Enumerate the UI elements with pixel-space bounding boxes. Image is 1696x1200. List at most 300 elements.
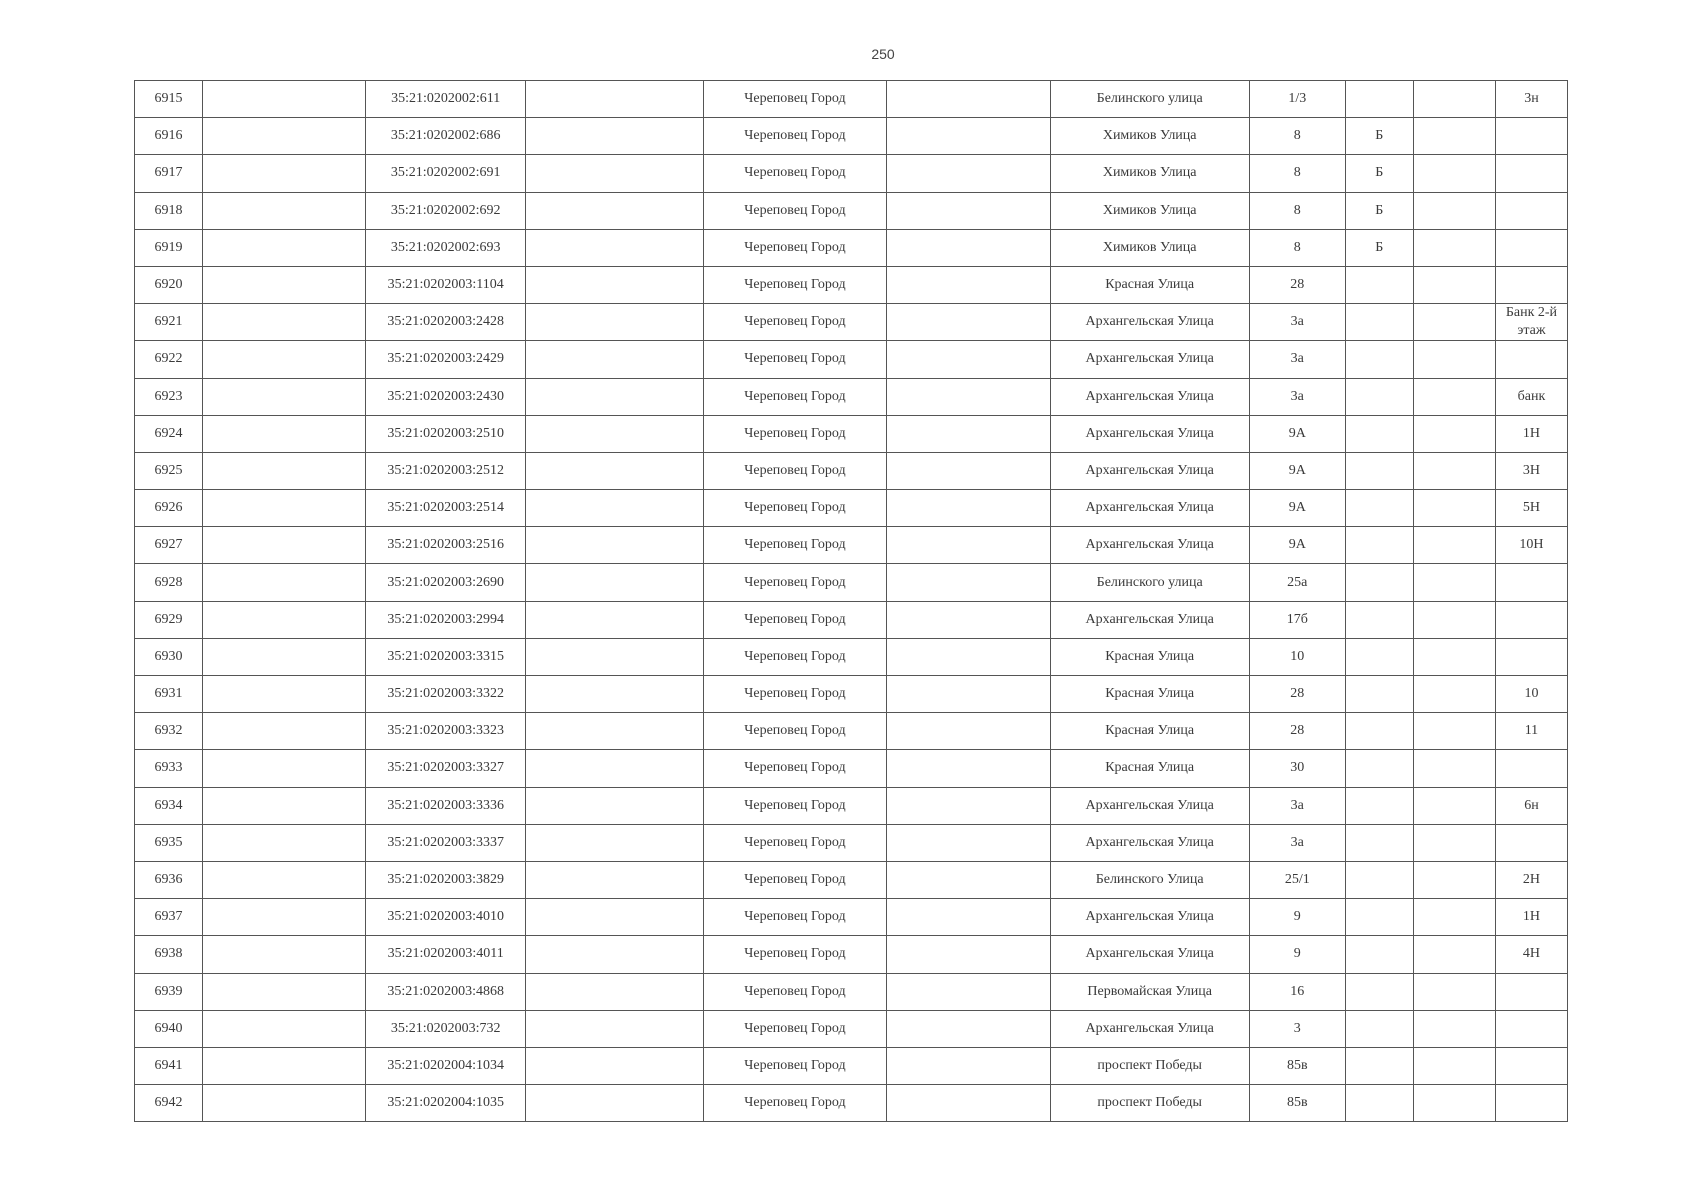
cell-house: 17б xyxy=(1249,601,1345,638)
cell-record-number: 6929 xyxy=(135,601,203,638)
cell-premises xyxy=(1495,341,1567,378)
cell-street: Архангельская Улица xyxy=(1050,341,1249,378)
cell-structure xyxy=(1413,601,1495,638)
cell-city: Череповец Город xyxy=(704,973,886,1010)
cell-house: 9 xyxy=(1249,899,1345,936)
cell-premises: 3Н xyxy=(1495,452,1567,489)
cell-house: 8 xyxy=(1249,229,1345,266)
cell-empty xyxy=(526,341,704,378)
cell-empty xyxy=(526,750,704,787)
cell-empty xyxy=(886,750,1050,787)
cell-street: проспект Победы xyxy=(1050,1085,1249,1122)
cell-empty xyxy=(203,861,366,898)
cell-empty xyxy=(526,378,704,415)
cell-empty xyxy=(203,787,366,824)
cell-city: Череповец Город xyxy=(704,304,886,341)
cell-house: 25а xyxy=(1249,564,1345,601)
cell-building xyxy=(1345,1085,1413,1122)
cell-cadastral-number: 35:21:0202003:2430 xyxy=(366,378,526,415)
cell-empty xyxy=(886,936,1050,973)
cell-building: Б xyxy=(1345,192,1413,229)
table-row xyxy=(135,713,1568,750)
cell-city: Череповец Город xyxy=(704,713,886,750)
cell-city: Череповец Город xyxy=(704,378,886,415)
table-row xyxy=(135,750,1568,787)
cell-empty xyxy=(886,824,1050,861)
cell-empty xyxy=(526,415,704,452)
cell-empty xyxy=(526,861,704,898)
cell-cadastral-number: 35:21:0202003:4010 xyxy=(366,899,526,936)
cell-cadastral-number: 35:21:0202004:1034 xyxy=(366,1047,526,1084)
cell-city: Череповец Город xyxy=(704,564,886,601)
cell-street: Химиков Улица xyxy=(1050,155,1249,192)
table-row xyxy=(135,564,1568,601)
table-row xyxy=(135,229,1568,266)
cell-record-number: 6933 xyxy=(135,750,203,787)
cell-record-number: 6916 xyxy=(135,118,203,155)
cell-structure xyxy=(1413,1085,1495,1122)
cell-premises: 1Н xyxy=(1495,899,1567,936)
cell-street: Архангельская Улица xyxy=(1050,1010,1249,1047)
cell-city: Череповец Город xyxy=(704,415,886,452)
cell-cadastral-number: 35:21:0202003:3336 xyxy=(366,787,526,824)
cell-empty xyxy=(526,490,704,527)
cell-structure xyxy=(1413,936,1495,973)
cell-house: 3а xyxy=(1249,824,1345,861)
cell-empty xyxy=(526,192,704,229)
cell-building: Б xyxy=(1345,155,1413,192)
cell-building xyxy=(1345,266,1413,303)
cell-street: Химиков Улица xyxy=(1050,118,1249,155)
cell-building xyxy=(1345,601,1413,638)
table-row xyxy=(135,1010,1568,1047)
cell-record-number: 6923 xyxy=(135,378,203,415)
cell-street: проспект Победы xyxy=(1050,1047,1249,1084)
cell-house: 28 xyxy=(1249,713,1345,750)
cell-empty xyxy=(203,824,366,861)
cell-building xyxy=(1345,527,1413,564)
cell-empty xyxy=(886,1047,1050,1084)
cell-empty xyxy=(526,973,704,1010)
cell-street: Химиков Улица xyxy=(1050,192,1249,229)
cell-city: Череповец Город xyxy=(704,750,886,787)
cell-premises xyxy=(1495,638,1567,675)
table-row xyxy=(135,304,1568,341)
cell-premises: 1Н xyxy=(1495,415,1567,452)
cell-street: Красная Улица xyxy=(1050,266,1249,303)
cell-house: 28 xyxy=(1249,676,1345,713)
cell-street: Красная Улица xyxy=(1050,750,1249,787)
cell-building xyxy=(1345,452,1413,489)
cell-city: Череповец Город xyxy=(704,266,886,303)
cell-premises xyxy=(1495,1010,1567,1047)
cell-house: 28 xyxy=(1249,266,1345,303)
cell-structure xyxy=(1413,564,1495,601)
cell-empty xyxy=(886,676,1050,713)
cell-street: Архангельская Улица xyxy=(1050,601,1249,638)
cell-cadastral-number: 35:21:0202003:2514 xyxy=(366,490,526,527)
cell-empty xyxy=(526,1047,704,1084)
cell-empty xyxy=(203,676,366,713)
cell-structure xyxy=(1413,341,1495,378)
cell-record-number: 6937 xyxy=(135,899,203,936)
cell-building xyxy=(1345,490,1413,527)
cell-premises xyxy=(1495,564,1567,601)
cell-cadastral-number: 35:21:0202003:4868 xyxy=(366,973,526,1010)
cell-cadastral-number: 35:21:0202003:3315 xyxy=(366,638,526,675)
registry-table xyxy=(134,80,1568,1122)
table-row xyxy=(135,861,1568,898)
cell-record-number: 6920 xyxy=(135,266,203,303)
table-row xyxy=(135,266,1568,303)
cell-structure xyxy=(1413,861,1495,898)
cell-house: 85в xyxy=(1249,1085,1345,1122)
cell-premises xyxy=(1495,973,1567,1010)
cell-city: Череповец Город xyxy=(704,638,886,675)
cell-house: 3а xyxy=(1249,378,1345,415)
cell-city: Череповец Город xyxy=(704,787,886,824)
table-row xyxy=(135,118,1568,155)
cell-street: Архангельская Улица xyxy=(1050,415,1249,452)
cell-cadastral-number: 35:21:0202002:693 xyxy=(366,229,526,266)
cell-record-number: 6928 xyxy=(135,564,203,601)
cell-empty xyxy=(526,676,704,713)
cell-empty xyxy=(526,229,704,266)
cell-empty xyxy=(886,601,1050,638)
cell-cadastral-number: 35:21:0202003:3323 xyxy=(366,713,526,750)
cell-empty xyxy=(203,1047,366,1084)
cell-premises xyxy=(1495,266,1567,303)
cell-premises xyxy=(1495,229,1567,266)
cell-street: Архангельская Улица xyxy=(1050,378,1249,415)
cell-structure xyxy=(1413,750,1495,787)
cell-empty xyxy=(203,155,366,192)
cell-street: Архангельская Улица xyxy=(1050,787,1249,824)
table-row xyxy=(135,341,1568,378)
cell-city: Череповец Город xyxy=(704,155,886,192)
cell-building xyxy=(1345,750,1413,787)
cell-structure xyxy=(1413,973,1495,1010)
cell-cadastral-number: 35:21:0202003:3829 xyxy=(366,861,526,898)
cell-structure xyxy=(1413,192,1495,229)
cell-street: Архангельская Улица xyxy=(1050,527,1249,564)
cell-cadastral-number: 35:21:0202002:611 xyxy=(366,81,526,118)
cell-city: Череповец Город xyxy=(704,118,886,155)
table-row xyxy=(135,638,1568,675)
cell-house: 30 xyxy=(1249,750,1345,787)
cell-building: Б xyxy=(1345,229,1413,266)
cell-empty xyxy=(886,304,1050,341)
cell-empty xyxy=(886,81,1050,118)
cell-record-number: 6918 xyxy=(135,192,203,229)
cell-street: Архангельская Улица xyxy=(1050,824,1249,861)
cell-city: Череповец Город xyxy=(704,824,886,861)
cell-empty xyxy=(526,564,704,601)
cell-premises: 3н xyxy=(1495,81,1567,118)
cell-house: 9 xyxy=(1249,936,1345,973)
cell-empty xyxy=(886,118,1050,155)
cell-empty xyxy=(526,936,704,973)
cell-building xyxy=(1345,81,1413,118)
cell-building xyxy=(1345,787,1413,824)
cell-house: 85в xyxy=(1249,1047,1345,1084)
cell-structure xyxy=(1413,899,1495,936)
cell-empty xyxy=(203,304,366,341)
cell-premises: 10Н xyxy=(1495,527,1567,564)
cell-cadastral-number: 35:21:0202003:732 xyxy=(366,1010,526,1047)
cell-street: Красная Улица xyxy=(1050,676,1249,713)
cell-premises: 11 xyxy=(1495,713,1567,750)
cell-cadastral-number: 35:21:0202003:2512 xyxy=(366,452,526,489)
cell-house: 1/3 xyxy=(1249,81,1345,118)
cell-street: Красная Улица xyxy=(1050,638,1249,675)
cell-city: Череповец Город xyxy=(704,452,886,489)
cell-empty xyxy=(203,1010,366,1047)
cell-cadastral-number: 35:21:0202003:2428 xyxy=(366,304,526,341)
cell-empty xyxy=(203,192,366,229)
cell-cadastral-number: 35:21:0202003:2690 xyxy=(366,564,526,601)
cell-house: 3а xyxy=(1249,304,1345,341)
cell-city: Череповец Город xyxy=(704,229,886,266)
cell-house: 9А xyxy=(1249,415,1345,452)
cell-premises: 5Н xyxy=(1495,490,1567,527)
cell-empty xyxy=(203,899,366,936)
table-row xyxy=(135,824,1568,861)
cell-premises xyxy=(1495,192,1567,229)
cell-record-number: 6938 xyxy=(135,936,203,973)
cell-house: 16 xyxy=(1249,973,1345,1010)
cell-structure xyxy=(1413,490,1495,527)
cell-structure xyxy=(1413,824,1495,861)
cell-empty xyxy=(886,973,1050,1010)
cell-empty xyxy=(203,713,366,750)
cell-empty xyxy=(526,1010,704,1047)
cell-street: Химиков Улица xyxy=(1050,229,1249,266)
cell-street: Архангельская Улица xyxy=(1050,936,1249,973)
cell-structure xyxy=(1413,155,1495,192)
cell-structure xyxy=(1413,304,1495,341)
cell-structure xyxy=(1413,266,1495,303)
cell-premises xyxy=(1495,1085,1567,1122)
cell-city: Череповец Город xyxy=(704,341,886,378)
cell-house: 9А xyxy=(1249,490,1345,527)
cell-premises xyxy=(1495,750,1567,787)
cell-street: Белинского улица xyxy=(1050,81,1249,118)
cell-empty xyxy=(203,973,366,1010)
cell-empty xyxy=(203,266,366,303)
cell-premises: 4Н xyxy=(1495,936,1567,973)
cell-building xyxy=(1345,1010,1413,1047)
cell-building xyxy=(1345,415,1413,452)
cell-premises: 2Н xyxy=(1495,861,1567,898)
cell-building xyxy=(1345,676,1413,713)
cell-street: Архангельская Улица xyxy=(1050,899,1249,936)
table-row xyxy=(135,452,1568,489)
cell-empty xyxy=(886,713,1050,750)
cell-empty xyxy=(886,266,1050,303)
cell-record-number: 6931 xyxy=(135,676,203,713)
cell-premises xyxy=(1495,824,1567,861)
cell-street: Архангельская Улица xyxy=(1050,304,1249,341)
cell-record-number: 6921 xyxy=(135,304,203,341)
cell-house: 3а xyxy=(1249,787,1345,824)
cell-empty xyxy=(203,750,366,787)
cell-empty xyxy=(526,1085,704,1122)
cell-house: 9А xyxy=(1249,452,1345,489)
cell-empty xyxy=(203,452,366,489)
cell-record-number: 6919 xyxy=(135,229,203,266)
table-row xyxy=(135,1047,1568,1084)
cell-house: 9А xyxy=(1249,527,1345,564)
cell-city: Череповец Город xyxy=(704,81,886,118)
cell-building xyxy=(1345,1047,1413,1084)
cell-structure xyxy=(1413,378,1495,415)
cell-record-number: 6915 xyxy=(135,81,203,118)
cell-record-number: 6917 xyxy=(135,155,203,192)
cell-empty xyxy=(526,638,704,675)
cell-empty xyxy=(526,266,704,303)
cell-building xyxy=(1345,936,1413,973)
cell-empty xyxy=(203,527,366,564)
cell-cadastral-number: 35:21:0202002:686 xyxy=(366,118,526,155)
cell-empty xyxy=(886,229,1050,266)
cell-city: Череповец Город xyxy=(704,601,886,638)
cell-cadastral-number: 35:21:0202002:692 xyxy=(366,192,526,229)
cell-building xyxy=(1345,861,1413,898)
cell-building xyxy=(1345,638,1413,675)
cell-cadastral-number: 35:21:0202002:691 xyxy=(366,155,526,192)
table-row xyxy=(135,936,1568,973)
cell-structure xyxy=(1413,787,1495,824)
cell-empty xyxy=(886,1085,1050,1122)
cell-house: 10 xyxy=(1249,638,1345,675)
cell-building xyxy=(1345,341,1413,378)
cell-structure xyxy=(1413,415,1495,452)
cell-building xyxy=(1345,824,1413,861)
cell-record-number: 6924 xyxy=(135,415,203,452)
cell-street: Красная Улица xyxy=(1050,713,1249,750)
cell-empty xyxy=(526,155,704,192)
cell-record-number: 6939 xyxy=(135,973,203,1010)
table-row xyxy=(135,378,1568,415)
cell-empty xyxy=(886,452,1050,489)
cell-empty xyxy=(203,638,366,675)
cell-empty xyxy=(886,341,1050,378)
cell-structure xyxy=(1413,638,1495,675)
cell-empty xyxy=(203,378,366,415)
cell-empty xyxy=(886,490,1050,527)
cell-premises: 6н xyxy=(1495,787,1567,824)
cell-building: Б xyxy=(1345,118,1413,155)
cell-street: Белинского улица xyxy=(1050,564,1249,601)
cell-cadastral-number: 35:21:0202003:2429 xyxy=(366,341,526,378)
cell-cadastral-number: 35:21:0202004:1035 xyxy=(366,1085,526,1122)
cell-empty xyxy=(203,118,366,155)
cell-city: Череповец Город xyxy=(704,527,886,564)
cell-cadastral-number: 35:21:0202003:2510 xyxy=(366,415,526,452)
cell-street: Белинского Улица xyxy=(1050,861,1249,898)
cell-empty xyxy=(886,787,1050,824)
cell-empty xyxy=(526,118,704,155)
cell-record-number: 6926 xyxy=(135,490,203,527)
cell-street: Первомайская Улица xyxy=(1050,973,1249,1010)
cell-premises: банк xyxy=(1495,378,1567,415)
cell-empty xyxy=(203,601,366,638)
cell-empty xyxy=(526,824,704,861)
cell-record-number: 6935 xyxy=(135,824,203,861)
table-row xyxy=(135,155,1568,192)
cell-house: 8 xyxy=(1249,155,1345,192)
cell-premises xyxy=(1495,601,1567,638)
cell-record-number: 6930 xyxy=(135,638,203,675)
cell-city: Череповец Город xyxy=(704,676,886,713)
cell-empty xyxy=(203,229,366,266)
table-row xyxy=(135,676,1568,713)
cell-empty xyxy=(203,1085,366,1122)
cell-empty xyxy=(203,341,366,378)
cell-empty xyxy=(526,304,704,341)
cell-building xyxy=(1345,973,1413,1010)
cell-cadastral-number: 35:21:0202003:3327 xyxy=(366,750,526,787)
cell-building xyxy=(1345,564,1413,601)
cell-premises: Банк 2-й этаж xyxy=(1495,304,1567,341)
cell-empty xyxy=(526,601,704,638)
cell-building xyxy=(1345,713,1413,750)
cell-empty xyxy=(886,527,1050,564)
table-row xyxy=(135,601,1568,638)
cell-house: 3 xyxy=(1249,1010,1345,1047)
cell-empty xyxy=(526,899,704,936)
cell-premises xyxy=(1495,1047,1567,1084)
cell-cadastral-number: 35:21:0202003:3337 xyxy=(366,824,526,861)
cell-structure xyxy=(1413,713,1495,750)
cell-city: Череповец Город xyxy=(704,861,886,898)
cell-empty xyxy=(203,564,366,601)
cell-record-number: 6936 xyxy=(135,861,203,898)
cell-building xyxy=(1345,304,1413,341)
cell-record-number: 6941 xyxy=(135,1047,203,1084)
table-row xyxy=(135,490,1568,527)
cell-city: Череповец Город xyxy=(704,899,886,936)
cell-cadastral-number: 35:21:0202003:4011 xyxy=(366,936,526,973)
cell-empty xyxy=(886,861,1050,898)
cell-building xyxy=(1345,899,1413,936)
cell-empty xyxy=(203,490,366,527)
cell-empty xyxy=(203,81,366,118)
cell-building xyxy=(1345,378,1413,415)
cell-house: 3а xyxy=(1249,341,1345,378)
table-row xyxy=(135,415,1568,452)
table-row xyxy=(135,192,1568,229)
cell-city: Череповец Город xyxy=(704,192,886,229)
cell-structure xyxy=(1413,118,1495,155)
cell-empty xyxy=(526,787,704,824)
cell-structure xyxy=(1413,1010,1495,1047)
cell-house: 8 xyxy=(1249,118,1345,155)
cell-city: Череповец Город xyxy=(704,1010,886,1047)
table-row xyxy=(135,1085,1568,1122)
table-row xyxy=(135,527,1568,564)
cell-empty xyxy=(203,415,366,452)
cell-record-number: 6925 xyxy=(135,452,203,489)
cell-structure xyxy=(1413,676,1495,713)
cell-empty xyxy=(526,713,704,750)
page-number: 250 xyxy=(871,46,895,62)
cell-house: 25/1 xyxy=(1249,861,1345,898)
cell-empty xyxy=(526,527,704,564)
cell-cadastral-number: 35:21:0202003:2994 xyxy=(366,601,526,638)
cell-premises: 10 xyxy=(1495,676,1567,713)
